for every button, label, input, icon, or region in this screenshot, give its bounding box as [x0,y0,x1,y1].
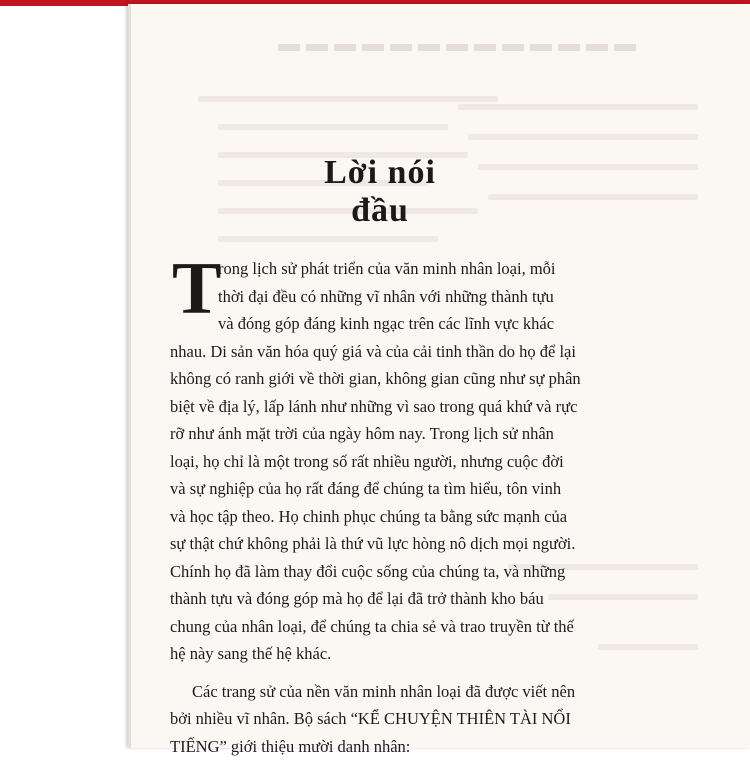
paragraph-line: Các trang sử của nền văn minh nhân loại đã được viết nên [192,678,622,706]
paragraph-line: loại, họ chỉ là một trong số rất nhiều người, nhưng cuộc đời [170,448,622,476]
paragraph-line: sự thật chứ không phải là thứ vũ lực hòng nô dịch mọi người. [170,530,622,558]
paragraph-line: thành tựu và đóng góp mà họ để lại đã trở thành kho báu [170,585,622,613]
paragraph-line: hệ này sang thế hệ khác. [170,640,622,668]
bleed-through-line [218,236,438,242]
paragraph-line: bởi nhiều vĩ nhân. Bộ sách “KỂ CHUYỆN THIÊN TÀI NỔI [170,705,622,733]
bleed-through-line [468,134,698,140]
drop-cap-letter: T [172,254,220,324]
paragraph-line: rong lịch sử phát triển của văn minh nhân loại, mỗi [218,255,622,283]
bleed-through-header [278,44,638,51]
paragraph-line: không có ranh giới về thời gian, không gian cũng như sự phân [170,365,622,393]
paragraph-line: Chính họ đã làm thay đổi cuộc sống của chúng ta, và những [170,558,622,586]
paragraph-line: chung của nhân loại, để chúng ta chia sẻ và trao truyền từ thế [170,613,622,641]
paragraph-line: nhau. Di sản văn hóa quý giá và của cải tinh thần do họ để lại [170,338,622,366]
bleed-through-line [218,124,448,130]
paragraph-line: và sự nghiệp của họ rất đáng để chúng ta tìm hiểu, tôn vinh [170,475,622,503]
bleed-through-line [198,96,498,102]
paragraph-line: rỡ như ánh mặt trời của ngày hôm nay. Trong lịch sử nhân [170,420,622,448]
paragraph-line: và học tập theo. Họ chinh phục chúng ta bằng sức mạnh của [170,503,622,531]
bleed-through-line [488,194,698,200]
paragraph-line: TIẾNG” giới thiệu mười danh nhân: [170,733,622,760]
book-page [128,4,750,748]
page-binding-edge [128,4,131,748]
paragraph-line: biệt về địa lý, lấp lánh như những vì sao trong quá khứ và rực [170,393,622,421]
bleed-through-line [458,104,698,110]
page-title: Lời nói đầu [300,154,460,230]
paragraph-line: và đóng góp đáng kinh ngạc trên các lĩnh vực khác [218,310,622,338]
paragraph-line: thời đại đều có những vĩ nhân với những thành tựu [218,283,622,311]
bleed-through-line [478,164,698,170]
